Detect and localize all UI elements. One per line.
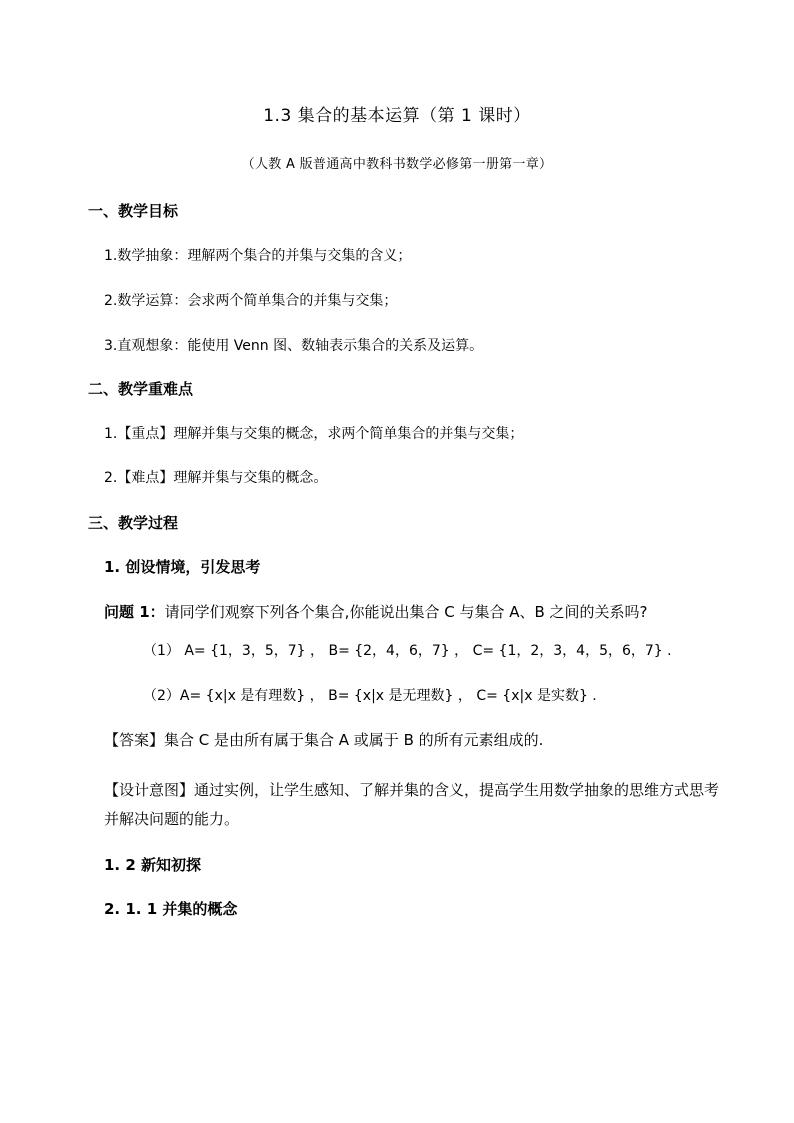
section-heading-key-points: 二、教学重难点: [88, 380, 194, 398]
subsection-heading: 1. 2 新知初探: [104, 856, 202, 874]
section-heading-objectives: 一、教学目标: [88, 202, 179, 220]
answer-text: 【答案】集合 C 是由所有属于集合 A 或属于 B 的所有元素组成的.: [104, 731, 544, 749]
question-text: 请同学们观察下列各个集合,你能说出集合 C 与集合 A、B 之间的关系吗?: [164, 603, 648, 621]
example-1: （1） A= {1，3，5，7} ， B= {2，4，6，7} ， C= {1，2，3，4，5，6，7} .: [143, 643, 672, 659]
objective-item: 2.数学运算：会求两个简单集合的并集与交集；: [104, 293, 398, 309]
key-point-item: 2.【难点】理解并集与交集的概念。: [104, 470, 328, 486]
page-title: 1.3 集合的基本运算（第 1 课时）: [263, 106, 531, 126]
key-point-item: 1.【重点】理解并集与交集的概念，求两个简单集合的并集与交集；: [104, 426, 524, 442]
design-intent-paragraph: 【设计意图】通过实例，让学生感知、了解并集的含义，提高学生用数学抽象的思维方式思考并解决问题的能力。: [104, 781, 720, 828]
page-subtitle: （人教 A 版普通高中教科书数学必修第一册第一章）: [241, 157, 553, 172]
objective-item: 3.直观想象：能使用 Venn 图、数轴表示集合的关系及运算。: [104, 338, 484, 354]
objective-item: 1.数学抽象：理解两个集合的并集与交集的含义；: [104, 248, 412, 264]
subsection-heading: 2. 1. 1 并集的概念: [104, 900, 238, 918]
question-line: [104, 605, 648, 620]
question-label: 问题 1：: [104, 603, 165, 621]
example-2: （2）A= {x|x 是有理数} ， B= {x|x 是无理数} ， C= {x|x 是实数} .: [143, 688, 597, 704]
section-heading-process: 三、教学过程: [88, 514, 179, 532]
subsection-heading: 1. 创设情境，引发思考: [104, 558, 261, 576]
